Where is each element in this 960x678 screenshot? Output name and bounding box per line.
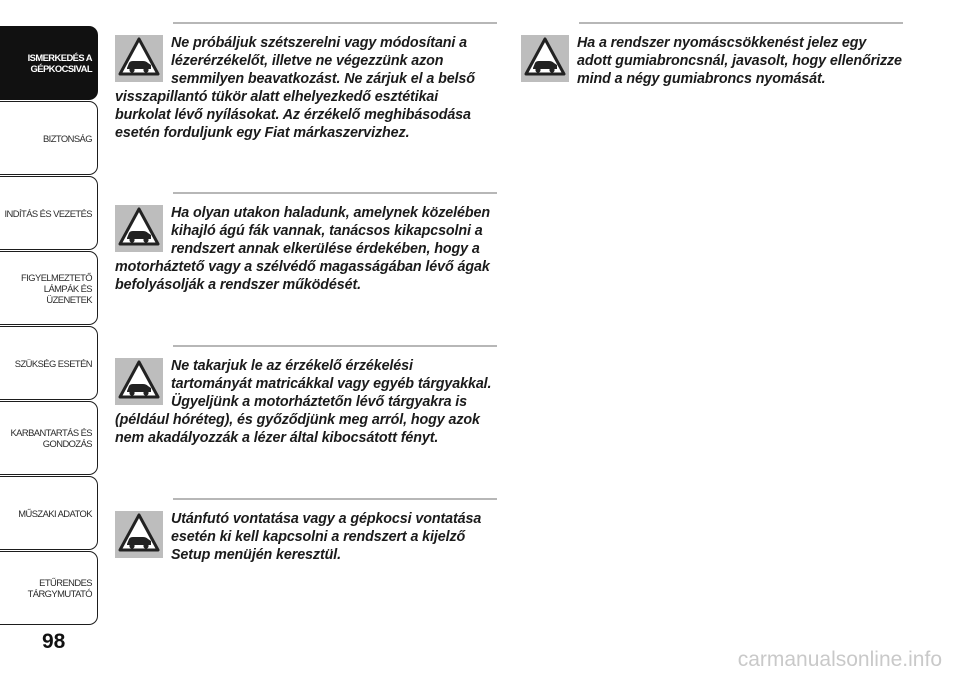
- note-text: Utánfutó vontatása vagy a gépkocsi vontatása esetén ki kell kapcsolni a rendszert a kijelző Setup menüjén keresztül.: [171, 511, 482, 563]
- tab-inditas[interactable]: INDÍTÁS ÉS VEZETÉS: [0, 176, 98, 250]
- tab-karbantartas[interactable]: KARBANTARTÁS ÉS GONDOZÁS: [0, 401, 98, 475]
- note-text: Ha a rendszer nyomáscsökkenést jelez egy adott gumiabroncsnál, javasolt, hogy ellenőrizze mind a négy gumiabroncs nyomását.: [577, 35, 902, 87]
- note-divider: [173, 345, 497, 347]
- warning-car-icon: [115, 358, 163, 405]
- warning-car-icon: [115, 35, 163, 82]
- page-number: 98: [42, 630, 66, 653]
- note-divider: [173, 192, 497, 194]
- tab-szukseg[interactable]: SZÜKSÉG ESETÉN: [0, 326, 98, 400]
- warning-car-icon: [521, 35, 569, 82]
- note-text: Ne takarjuk le az érzékelő érzékelési tartományát matricákkal vagy egyéb tárgyakkal. Ügyeljünk a motorháztetőn lévő tárgyakra is (például hóréteg), és győződjünk meg arról, hogy azok nem akadályozzák a lézer által kibocsátott fényt.: [115, 358, 492, 446]
- note-text: Ne próbáljuk szétszerelni vagy módosítani a lézerérzékelőt, illetve ne végezzünk azon semmilyen beavatkozást. Ne zárjuk el a belső visszapillantó tükör alatt elhelyezkedő esztétikai burkolat lévő nyílásokat. Az érzékelő meghibásodása esetén forduljunk egy Fiat márkaszervizhez.: [115, 35, 475, 141]
- watermark: carmanualsonline.info: [737, 648, 942, 671]
- tab-figyelmezteto[interactable]: FIGYELMEZTETŐ LÁMPÁK ÉS ÜZENETEK: [0, 251, 98, 325]
- tab-biztonsag[interactable]: BIZTONSÁG: [0, 101, 98, 175]
- warning-note: [521, 22, 903, 88]
- tab-targymutato[interactable]: ETŰRENDES TÁRGYMUTATÓ: [0, 551, 98, 625]
- note-divider: [173, 498, 497, 500]
- chapter-sidebar: [0, 0, 102, 678]
- note-divider: [173, 22, 497, 24]
- warning-note: [115, 22, 497, 142]
- warning-car-icon: [115, 511, 163, 558]
- note-text: Ha olyan utakon haladunk, amelynek közelében kihajló ágú fák vannak, tanácsos kikapcsolni a rendszert annak elkerülése érdekében, hogy a motorháztető vagy a szélvédő magasságában lévő ágak befolyásolják a rendszer működését.: [115, 205, 490, 293]
- warning-note: [115, 192, 497, 294]
- warning-note: [115, 345, 497, 447]
- tab-ismerkedes[interactable]: ISMERKEDÉS A GÉPKOCSIVAL: [0, 26, 98, 100]
- tab-muszaki[interactable]: MŰSZAKI ADATOK: [0, 476, 98, 550]
- warning-note: [115, 498, 497, 564]
- note-divider: [579, 22, 903, 24]
- warning-car-icon: [115, 205, 163, 252]
